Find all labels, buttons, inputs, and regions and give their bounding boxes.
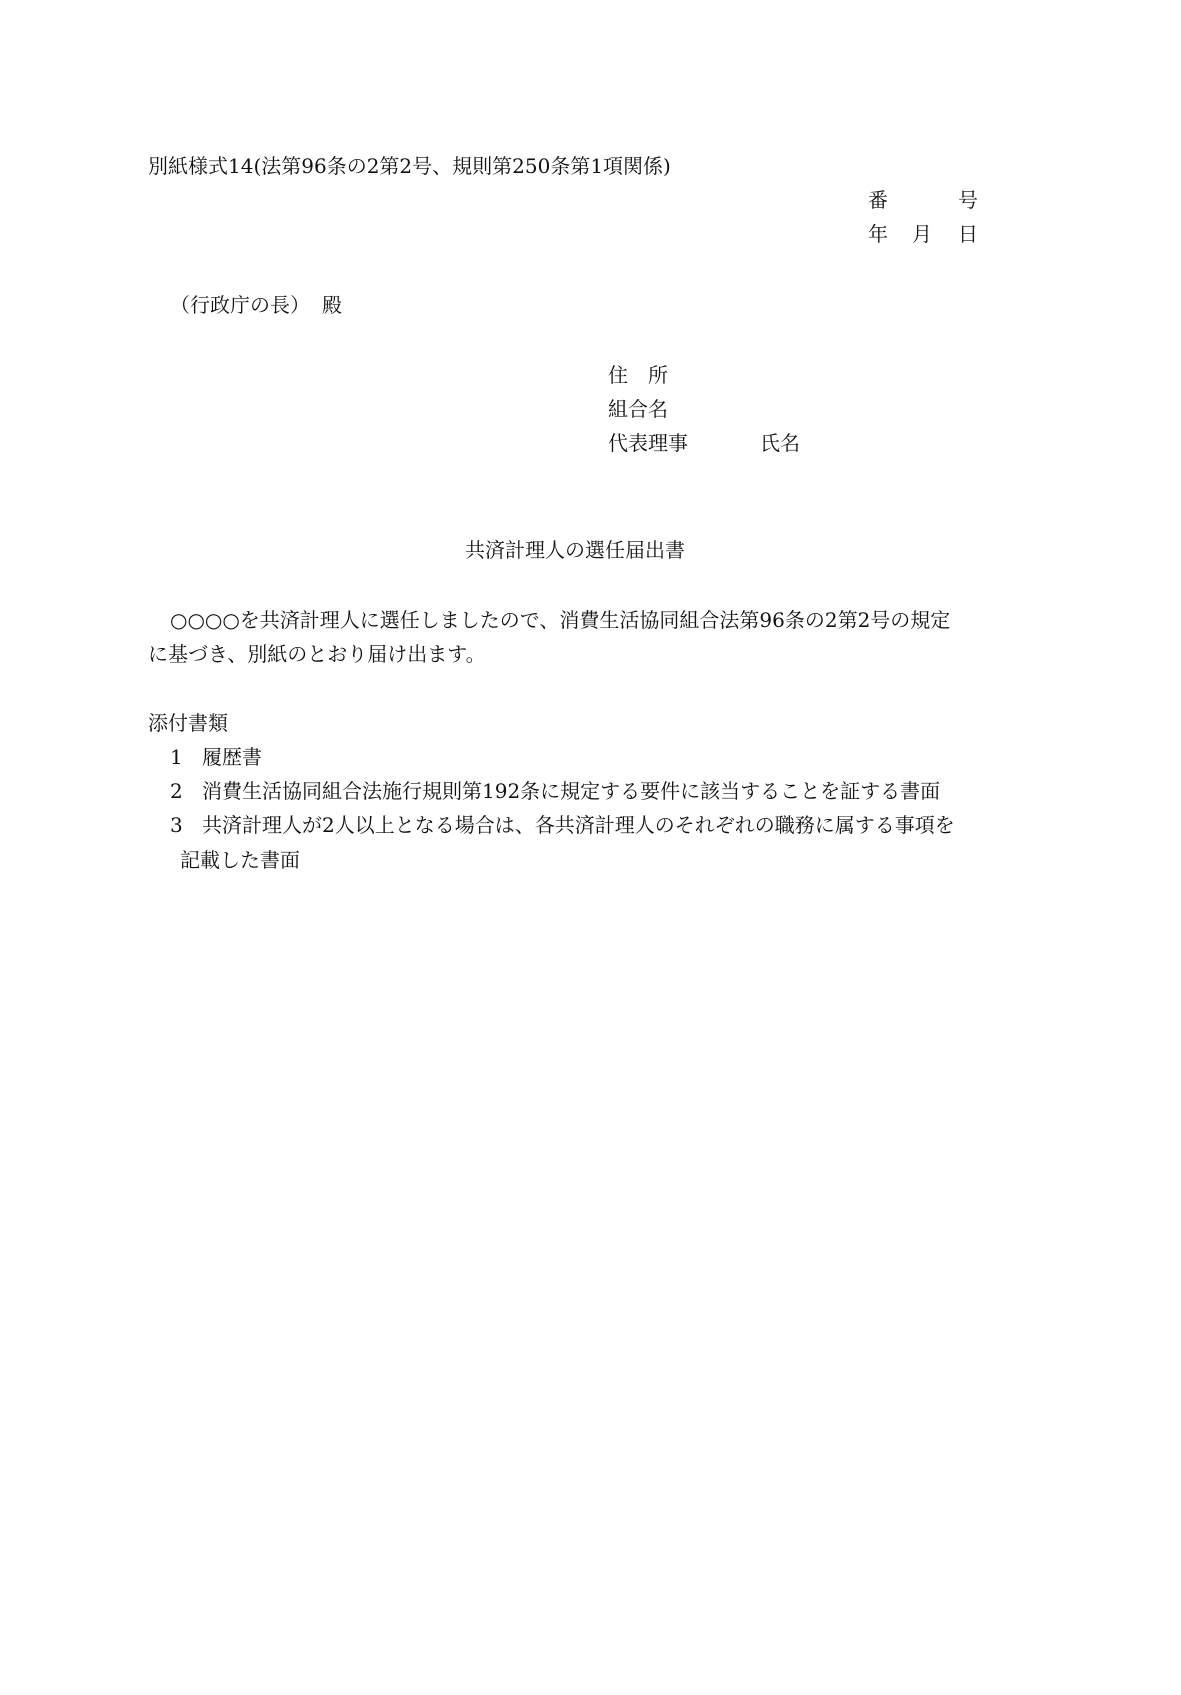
sender-union-label: 組合名 — [608, 397, 668, 421]
attachment-item-text: 履歴書 — [202, 745, 262, 769]
body-text-line: ○○○○を共済計理人に選任しましたので、消費生活協同組合法第96条の2第2号の規定 — [170, 608, 951, 632]
body-text-line: に基づき、別紙のとおり届け出ます。 — [148, 642, 486, 666]
attachment-item-text: 消費生活協同組合法施行規則第192条に規定する要件に該当することを証する書面 — [202, 779, 941, 803]
addressee-name: （行政庁の長） — [170, 293, 310, 317]
date-day-label: 日 — [958, 222, 978, 246]
attachments-heading: 添付書類 — [148, 711, 228, 735]
document-number-suffix: 号 — [958, 188, 978, 212]
attachment-item-continuation: 記載した書面 — [180, 848, 300, 872]
attachment-number: 3 — [170, 813, 183, 837]
date-year-label: 年 — [868, 222, 888, 246]
addressee-suffix: 殿 — [322, 293, 342, 317]
sender-name-label: 氏名 — [760, 431, 800, 455]
sender-representative-label: 代表理事 — [608, 431, 688, 455]
attachment-item-text: 共済計理人が2人以上となる場合は、各共済計理人のそれぞれの職務に属する事項を — [202, 813, 955, 837]
form-label: 別紙様式14(法第96条の2第2号、規則第250条第1項関係) — [148, 154, 671, 178]
document-number-label: 番 — [868, 188, 888, 212]
attachment-number: 1 — [170, 745, 183, 769]
sender-address-label: 住 所 — [608, 363, 668, 387]
document-title: 共済計理人の選任届出書 — [465, 538, 685, 562]
date-month-label: 月 — [912, 222, 932, 246]
attachment-number: 2 — [170, 779, 183, 803]
